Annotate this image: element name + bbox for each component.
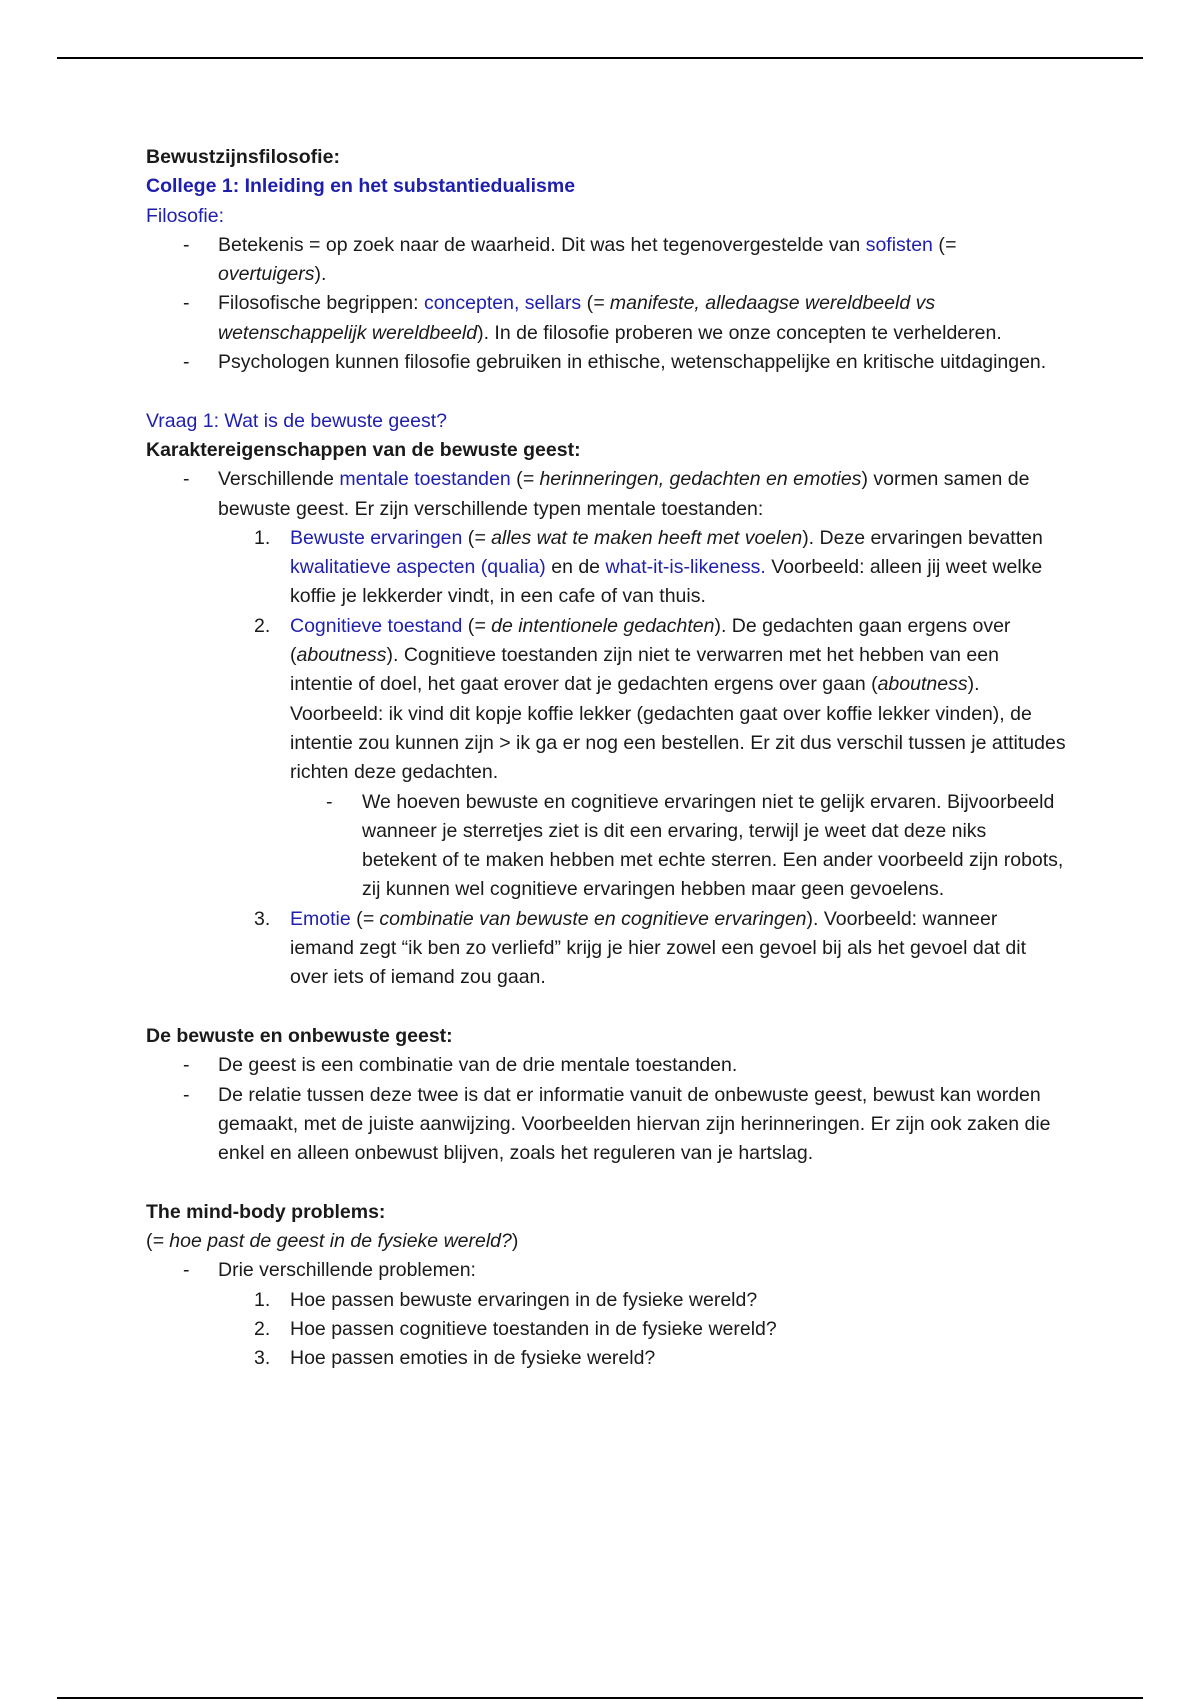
sub-list xyxy=(290,788,1066,905)
list-item: - De relatie tussen deze twee is dat er informatie vanuit de onbewuste geest, bewust kan worden gemaakt, met de juiste aanwijzing. Voorbeelden hiervan zijn herinneringen. Er zijn ook zaken die enkel en alleen onbewust blijven, zoals het reguleren van je hartslag. xyxy=(218,1081,1066,1169)
list-item: - De geest is een combinatie van de drie mentale toestanden. xyxy=(218,1051,1066,1080)
spacer xyxy=(146,1168,1066,1197)
filosofie-heading: Filosofie: xyxy=(146,204,225,227)
text: Psychologen kunnen filosofie gebruiken in ethische, wetenschappelijke en kritische uitdagingen. xyxy=(218,351,1047,374)
text: ). In de filosofie proberen we onze concepten te verhelderen. xyxy=(477,321,1002,344)
emphasis: = combinatie van bewuste en cognitieve ervaringen xyxy=(362,907,807,930)
text: ). Cognitieve toestanden zijn niet te verwarren met het hebben van een intentie of doel, het gaat erover dat je gedachten ergens over gaan ( xyxy=(290,644,999,696)
text: ) vormen samen de bewuste geest. Er zijn verschillende typen mentale toestanden: xyxy=(218,468,1030,520)
problems-list xyxy=(218,1286,1066,1374)
karaktereigenschappen-heading: Karaktereigenschappen van de bewuste geest: xyxy=(146,438,581,461)
numbered-item xyxy=(254,905,1066,993)
term-bewuste-ervaringen: Bewuste ervaringen xyxy=(290,526,463,549)
vraag1-list xyxy=(146,465,1066,992)
term-concepten: concepten xyxy=(423,292,514,315)
text: ( xyxy=(350,907,363,930)
item-number: 1. xyxy=(254,1288,271,1311)
numbered-item xyxy=(254,1315,1066,1344)
term-emotie: Emotie xyxy=(290,907,351,930)
text: ( xyxy=(462,526,475,549)
term-cognitieve-toestand: Cognitieve toestand xyxy=(290,614,463,637)
text: ). Voorbeeld: wanneer iemand zegt “ik ben zo verliefd” krijg je hier zowel een gevoel bij als het gevoel dat dit over iets of iemand zou gaan. xyxy=(290,907,1026,989)
term-sofisten: sofisten xyxy=(865,233,933,256)
item-number: 2. xyxy=(254,614,271,637)
text: en de xyxy=(545,556,606,579)
emphasis: = de intentionele gedachten xyxy=(474,614,715,637)
document-page xyxy=(146,143,1066,1373)
emphasis: = herinneringen, gedachten en emoties xyxy=(522,468,862,491)
emphasis: = manifeste, alledaagse wereldbeeld vs wetenschappelijk wereldbeeld xyxy=(218,292,936,344)
item-number: 3. xyxy=(254,907,271,930)
text: Verschillende xyxy=(218,468,340,491)
text: ). De gedachten gaan ergens over ( xyxy=(290,614,1011,667)
item-number: 1. xyxy=(254,526,271,549)
list-item xyxy=(218,465,1066,992)
term-qualia: kwalitatieve aspecten (qualia) xyxy=(290,556,546,579)
separator: , xyxy=(513,292,525,315)
text: ( xyxy=(581,292,594,315)
list-item xyxy=(218,289,1066,348)
mental-states-list xyxy=(218,524,1066,993)
text: Filosofische begrippen: xyxy=(218,292,424,315)
text: Hoe passen emoties in de fysieke wereld? xyxy=(290,1347,656,1370)
top-rule xyxy=(57,57,1143,59)
spacer xyxy=(146,993,1066,1022)
numbered-item xyxy=(254,524,1066,612)
text: ( xyxy=(462,614,475,637)
term-sellars: sellars xyxy=(524,292,582,315)
term-what-it-is-likeness: what-it-is-likeness. xyxy=(605,556,766,579)
emphasis: aboutness xyxy=(296,644,387,667)
mind-body-heading: The mind-body problems: xyxy=(146,1200,386,1223)
text: Hoe passen cognitieve toestanden in de fysieke wereld? xyxy=(290,1317,777,1340)
emphasis: aboutness xyxy=(877,673,968,696)
text: ). Voorbeeld: ik vind dit kopje koffie lekker (gedachten gaat over koffie lekker vinden), de intentie zou kunnen zijn > ik ga er nog een bestellen. Er zit dus verschil tussen je attitudes richten deze gedachten. xyxy=(290,673,1066,784)
college-heading: College 1: Inleiding en het substantiedualisme xyxy=(146,175,576,198)
text: ). xyxy=(314,263,327,286)
emphasis: = alles wat te maken heeft met voelen xyxy=(474,526,803,549)
section2-list xyxy=(146,1051,1066,1168)
text: ( xyxy=(510,468,523,491)
list-item xyxy=(218,348,1066,377)
filosofie-list xyxy=(146,231,1066,377)
emphasis: = overtuigers xyxy=(218,233,957,286)
numbered-item xyxy=(254,1344,1066,1373)
text: Drie verschillende problemen: xyxy=(218,1259,476,1282)
list-item xyxy=(218,1256,1066,1373)
text: Betekenis = op zoek naar de waarheid. Dit was het tegenovergestelde van xyxy=(218,233,866,256)
spacer xyxy=(146,377,1066,406)
numbered-item xyxy=(254,612,1066,905)
item-number: 2. xyxy=(254,1317,271,1340)
text: Hoe passen bewuste ervaringen in de fysieke wereld? xyxy=(290,1288,758,1311)
text: Voorbeeld: alleen jij weet welke koffie je lekkerder vindt, in een cafe of van thuis. xyxy=(290,556,1043,608)
vraag1-heading: Vraag 1: Wat is de bewuste geest? xyxy=(146,409,447,432)
document-title: Bewustzijnsfilosofie: xyxy=(146,146,340,168)
emphasis: = hoe past de geest in de fysieke wereld? xyxy=(152,1229,512,1252)
text: ). Deze ervaringen bevatten xyxy=(802,526,1043,549)
text: ( xyxy=(146,1229,153,1252)
numbered-item xyxy=(254,1286,1066,1315)
sub-list-item: - We hoeven bewuste en cognitieve ervaringen niet te gelijk ervaren. Bijvoorbeeld wanneer je sterretjes ziet is dit een ervaring, terwijl je weet dat deze niks betekent of te maken hebben met echte sterren. Een ander voorbeeld zijn robots, zij kunnen wel cognitieve ervaringen hebben maar geen gevoelens. xyxy=(362,788,1066,905)
item-number: 3. xyxy=(254,1347,271,1370)
mind-body-subtitle xyxy=(146,1227,1066,1256)
text: ( xyxy=(932,233,945,256)
bottom-rule xyxy=(57,1697,1143,1699)
term-mentale-toestanden: mentale toestanden xyxy=(339,468,511,491)
list-item xyxy=(218,231,1066,290)
text: ) xyxy=(511,1229,519,1252)
section3-list xyxy=(146,1256,1066,1373)
bewuste-onbewuste-heading: De bewuste en onbewuste geest: xyxy=(146,1024,453,1047)
